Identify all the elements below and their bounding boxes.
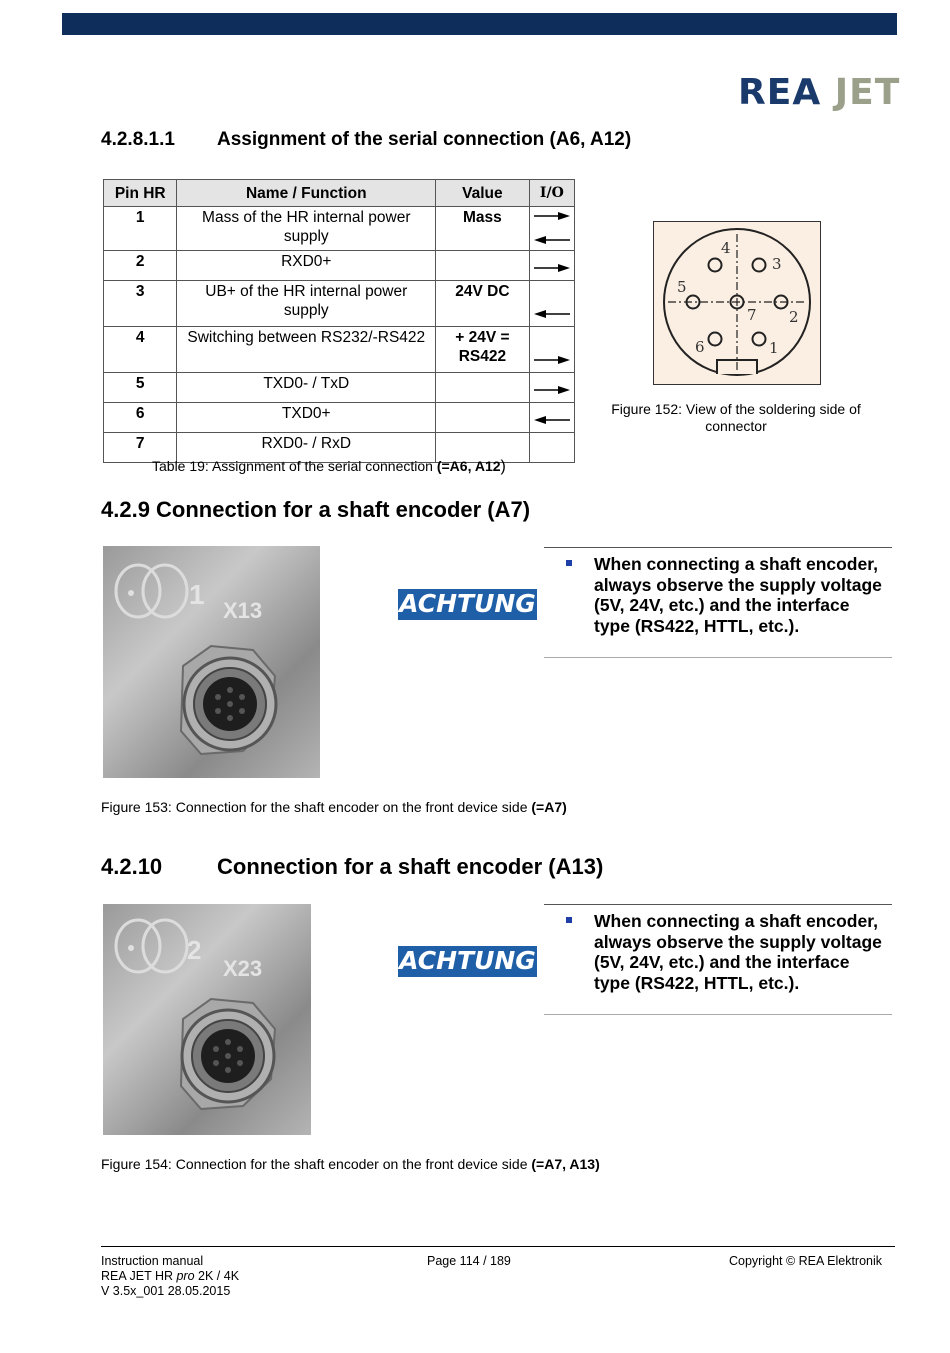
value-cell: [436, 251, 530, 281]
name-cell: TXD0- / TxD: [177, 373, 436, 403]
table-row: [104, 327, 575, 373]
value-cell: 24V DC: [436, 281, 530, 327]
name-cell: RXD0+: [177, 251, 436, 281]
pin-cell: 1: [104, 207, 177, 251]
pin-cell: 3: [104, 281, 177, 327]
warning-note-a13: [544, 904, 892, 1015]
io-arrows: [530, 327, 574, 367]
io-arrows: [530, 403, 574, 427]
table-row: [104, 373, 575, 403]
col-header-value: Value: [436, 180, 530, 207]
footer-copyright: Copyright © REA Elektronik: [729, 1254, 883, 1268]
pin-label-2: 2: [789, 308, 799, 326]
photo-label-port: X13: [223, 598, 263, 623]
io-cell: [529, 433, 574, 463]
connector-photo-drawing: [103, 546, 320, 778]
io-arrows: [530, 373, 574, 397]
shaft-encoder-photo-a13: [103, 904, 311, 1135]
name-cell: RXD0- / RxD: [177, 433, 436, 463]
io-cell: [529, 207, 574, 251]
connector-drawing: [654, 222, 820, 384]
pin-label-7: 7: [747, 306, 757, 324]
io-cell: [529, 281, 574, 327]
pin-cell: 2: [104, 251, 177, 281]
pin-cell: 6: [104, 403, 177, 433]
name-cell: Mass of the HR internal power supply: [177, 207, 436, 251]
rea-jet-logo: REA JET: [738, 72, 901, 113]
io-arrows: [530, 433, 574, 457]
top-bar: [62, 13, 897, 35]
footer-page-number: Page 114 / 189: [427, 1254, 511, 1268]
section-heading-4-2-9: 4.2.9 Connection for a shaft encoder (A7): [101, 497, 531, 522]
io-arrows: [530, 207, 574, 245]
pin-cell: 7: [104, 433, 177, 463]
achtung-warning-label: ACHTUNG: [399, 589, 536, 618]
bullet-icon: [566, 560, 572, 566]
arrow-right-icon: [558, 356, 570, 364]
io-cell: [529, 327, 574, 373]
io-cell: [529, 251, 574, 281]
arrow-left-icon: [534, 416, 546, 424]
bullet-icon: [566, 917, 572, 923]
io-cell: [529, 403, 574, 433]
pin-label-1: 1: [769, 339, 779, 357]
photo-label-port: X23: [223, 956, 263, 981]
section-heading-4-2-10: 4.2.10 Connection for a shaft encoder (A13): [101, 854, 604, 879]
pin-assignment-table: [103, 179, 575, 463]
name-cell: UB+ of the HR internal power supply: [177, 281, 436, 327]
shaft-encoder-photo-a7: [103, 546, 320, 778]
footer-left: Instruction manual REA JET HR pro 2K / 4K V 3.5x_001 28.05.2015: [101, 1254, 240, 1298]
table-caption: Table 19: Assignment of the serial connection (=A6, A12): [152, 458, 506, 475]
pin-label-5: 5: [677, 278, 687, 296]
warning-note-text: When connecting a shaft encoder, always observe the supply voltage (5V, 24V, etc.) and the interface type (RS422, HTTL, etc.).: [594, 554, 882, 636]
connector-photo-drawing: [103, 904, 311, 1135]
connector-diagram: [653, 221, 821, 385]
pin-cell: 4: [104, 327, 177, 373]
figure-154-caption: Figure 154: Connection for the shaft encoder on the front device side (=A7, A13): [101, 1156, 600, 1172]
achtung-warning-label: ACHTUNG: [399, 946, 536, 975]
section-heading-4-2-8-1-1: 4.2.8.1.1 Assignment of the serial connection (A6, A12): [101, 129, 632, 150]
col-header-name: Name / Function: [177, 180, 436, 207]
col-header-io: I/O: [529, 180, 574, 207]
col-header-pin: Pin HR: [104, 180, 177, 207]
io-cell: [529, 373, 574, 403]
pin-label-6: 6: [695, 338, 705, 356]
arrow-right-icon: [558, 264, 570, 272]
arrow-right-icon: [558, 212, 570, 220]
figure-152-caption: Figure 152: View of the soldering side of connector: [611, 401, 861, 434]
arrow-right-icon: [558, 386, 570, 394]
value-cell: Mass: [436, 207, 530, 251]
table-row: [104, 251, 575, 281]
pin-label-4: 4: [721, 239, 731, 257]
photo-label-number: 1: [189, 579, 205, 610]
footer-divider: [101, 1246, 895, 1247]
warning-note-a7: [544, 547, 892, 658]
table-row: [104, 207, 575, 251]
photo-label-number: 2: [187, 935, 202, 965]
io-arrows: [530, 281, 574, 321]
arrow-left-icon: [534, 310, 546, 318]
io-arrows: [530, 251, 574, 275]
pin-cell: 5: [104, 373, 177, 403]
table-row: [104, 281, 575, 327]
name-cell: TXD0+: [177, 403, 436, 433]
table-row: [104, 403, 575, 433]
value-cell: [436, 373, 530, 403]
value-cell: + 24V = RS422: [436, 327, 530, 373]
figure-153-caption: Figure 153: Connection for the shaft encoder on the front device side (=A7): [101, 799, 567, 815]
value-cell: [436, 403, 530, 433]
name-cell: Switching between RS232/-RS422: [177, 327, 436, 373]
warning-note-text: When connecting a shaft encoder, always observe the supply voltage (5V, 24V, etc.) and the interface type (RS422, HTTL, etc.).: [594, 911, 882, 993]
arrow-left-icon: [534, 236, 546, 244]
pin-label-3: 3: [772, 255, 782, 273]
